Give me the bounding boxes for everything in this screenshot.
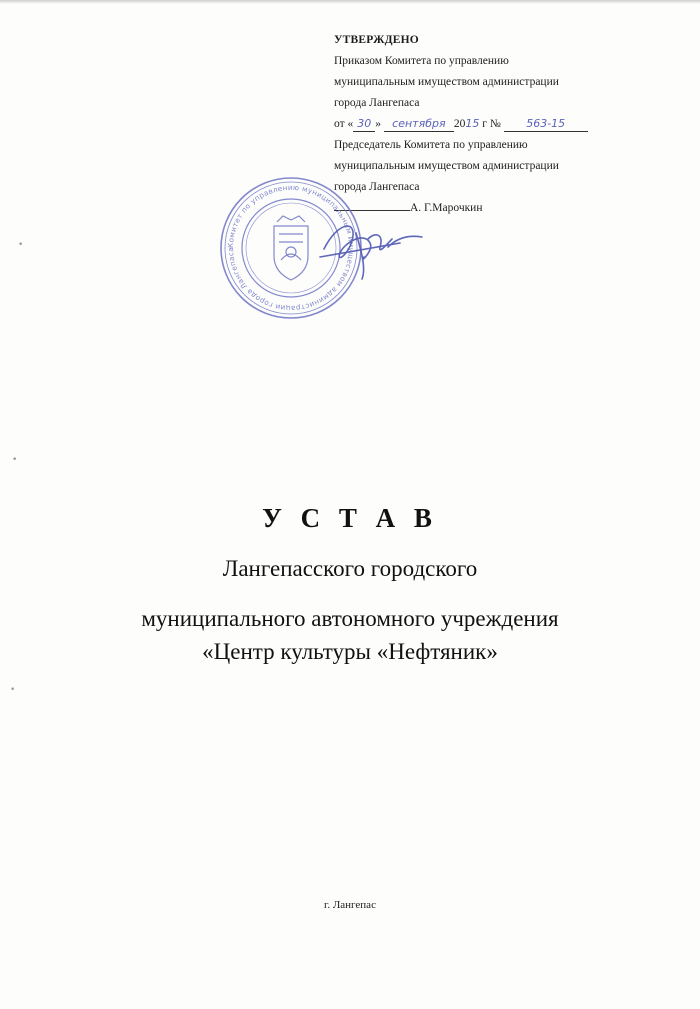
scan-edge-shadow (0, 0, 700, 4)
chair-line: Председатель Комитета по управлению (334, 139, 528, 151)
scan-speck: • (12, 455, 18, 465)
approval-order-line: Приказом Комитета по управлению (334, 55, 509, 67)
institution-line-2: муниципального автономного учреждения (141, 606, 559, 631)
document-title: У С Т А В (262, 503, 438, 533)
approval-order-line-2: муниципальным имуществом администрации (334, 76, 559, 88)
seal-ring-text: Комитет по управлению муниципальным имуществом администрации города Лангепаса (225, 182, 357, 314)
city-footer: г. Лангепас (324, 899, 376, 911)
approval-block (334, 30, 674, 219)
approval-date-line (334, 114, 674, 135)
scan-speck: • (10, 685, 16, 695)
date-month: сентября (384, 117, 454, 132)
date-year-prefix: 20 (453, 118, 466, 130)
chair-line-3: города Лангепаса (334, 181, 420, 193)
approval-heading: УТВЕРЖДЕНО (334, 34, 419, 46)
number-prefix: г № (479, 118, 504, 130)
signer-name: А. Г.Марочкин (410, 202, 483, 214)
institution-line-1: Лангепасского городского (222, 556, 478, 581)
chair-line-2: муниципальным имуществом администрации (334, 160, 559, 172)
date-year: 15 (465, 117, 480, 130)
order-number: 563-15 (504, 117, 588, 132)
handwritten-signature (318, 213, 428, 283)
scan-speck: • (18, 240, 24, 250)
approval-order-line-3: города Лангепаса (334, 97, 420, 109)
date-mid: » (375, 118, 381, 130)
institution-line-3: «Центр культуры «Нефтяник» (202, 639, 498, 664)
date-prefix: от « (334, 118, 354, 130)
date-day: 30 (353, 117, 375, 132)
